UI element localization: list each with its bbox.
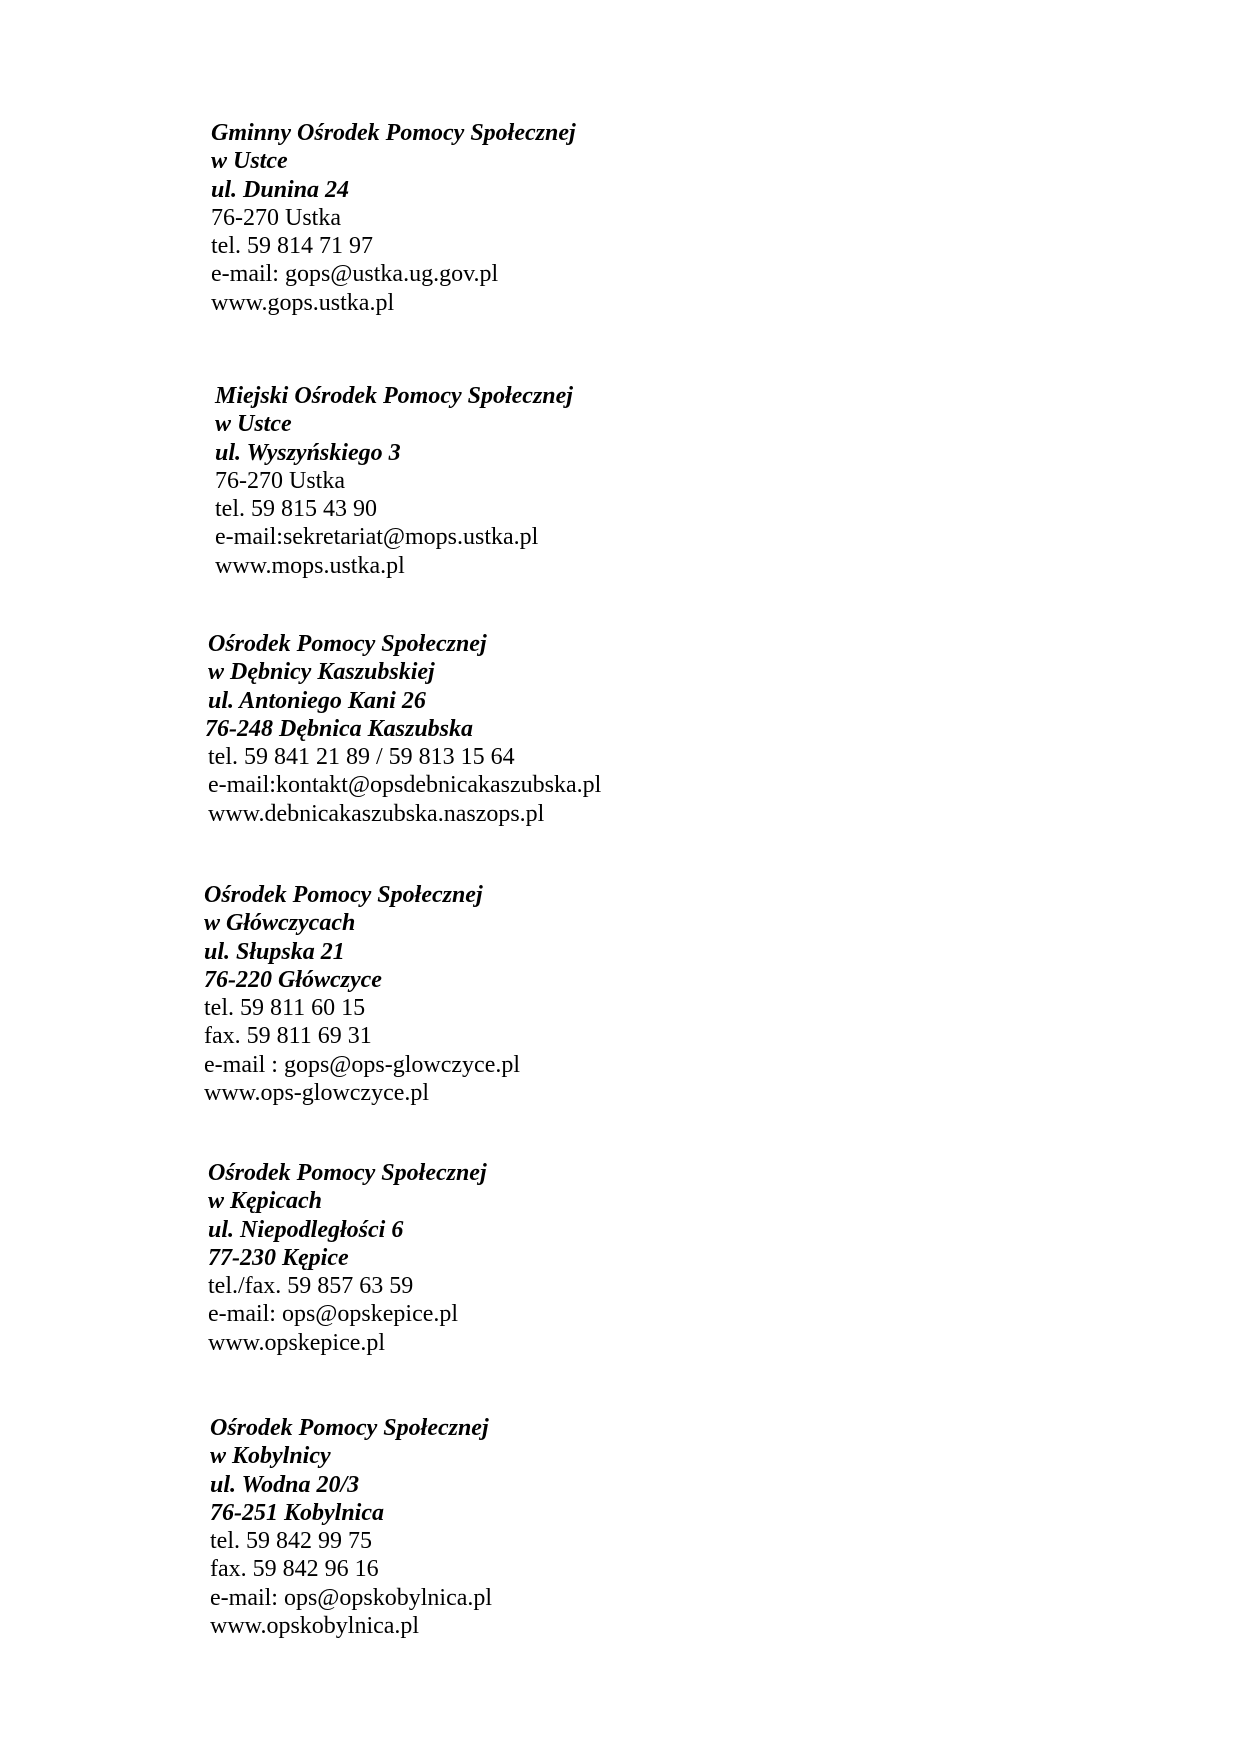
- contact-entry: [208, 1159, 487, 1357]
- institution-location: w Ustce: [215, 411, 292, 438]
- institution-name: Ośrodek Pomocy Społecznej: [210, 1415, 489, 1441]
- email-address[interactable]: e-mail: ops@opskobylnica.pl: [210, 1584, 493, 1611]
- institution-name: Ośrodek Pomocy Społecznej: [204, 882, 483, 908]
- email-address[interactable]: e-mail:kontakt@opsdebnicakaszubska.pl: [208, 772, 602, 799]
- institution-location: w Kępicach: [208, 1188, 322, 1215]
- street-address: ul. Wodna 20/3: [210, 1471, 360, 1498]
- street-address: ul. Niepodległości 6: [208, 1216, 404, 1243]
- phone-number: tel. 59 842 99 75: [210, 1528, 372, 1555]
- website-link[interactable]: www.debnicakaszubska.naszops.pl: [208, 800, 545, 827]
- postal-address: 76-270 Ustka: [215, 467, 345, 494]
- website-link[interactable]: www.opskobylnica.pl: [210, 1613, 420, 1640]
- email-address[interactable]: e-mail: ops@opskepice.pl: [208, 1301, 459, 1328]
- postal-address: 76-248 Dębnica Kaszubska: [205, 715, 474, 742]
- phone-number: tel. 59 814 71 97: [211, 233, 373, 260]
- street-address: ul. Wyszyńskiego 3: [215, 439, 401, 466]
- website-link[interactable]: www.gops.ustka.pl: [211, 289, 395, 316]
- contact-entry: [204, 881, 520, 1107]
- institution-location: w Kobylnicy: [210, 1443, 331, 1470]
- phone-number: tel./fax. 59 857 63 59: [208, 1273, 414, 1300]
- phone-number: tel. 59 811 60 15: [204, 995, 366, 1022]
- institution-location: w Ustce: [211, 148, 288, 175]
- phone-number: tel. 59 815 43 90: [215, 496, 377, 523]
- institution-location: w Główczycach: [204, 910, 356, 937]
- fax-number: fax. 59 842 96 16: [210, 1556, 379, 1583]
- contact-entry: [211, 119, 576, 317]
- street-address: ul. Antoniego Kani 26: [208, 687, 426, 714]
- email-address[interactable]: e-mail:sekretariat@mops.ustka.pl: [215, 524, 539, 551]
- institution-name: Ośrodek Pomocy Społecznej: [208, 1160, 487, 1186]
- website-link[interactable]: www.mops.ustka.pl: [215, 552, 405, 579]
- email-address[interactable]: e-mail : gops@ops-glowczyce.pl: [204, 1051, 521, 1078]
- website-link[interactable]: www.ops-glowczyce.pl: [204, 1080, 430, 1107]
- fax-number: fax. 59 811 69 31: [204, 1023, 372, 1050]
- website-link[interactable]: www.opskepice.pl: [208, 1329, 386, 1356]
- phone-number: tel. 59 841 21 89 / 59 813 15 64: [208, 744, 515, 771]
- institution-name: Ośrodek Pomocy Społecznej: [208, 631, 487, 657]
- institution-location: w Dębnicy Kaszubskiej: [208, 659, 435, 686]
- contact-entry: [210, 1414, 492, 1640]
- email-address[interactable]: e-mail: gops@ustka.ug.gov.pl: [211, 261, 499, 288]
- postal-address: 76-251 Kobylnica: [210, 1499, 384, 1526]
- institution-name: Miejski Ośrodek Pomocy Społecznej: [215, 383, 573, 409]
- institution-name: Gminny Ośrodek Pomocy Społecznej: [211, 120, 576, 146]
- postal-address: 76-270 Ustka: [211, 204, 341, 231]
- street-address: ul. Dunina 24: [211, 176, 350, 203]
- postal-address: 76-220 Główczyce: [204, 966, 382, 993]
- contact-entry: [215, 382, 573, 580]
- contact-entry: [205, 630, 602, 828]
- street-address: ul. Słupska 21: [204, 938, 345, 965]
- postal-address: 77-230 Kępice: [208, 1244, 349, 1271]
